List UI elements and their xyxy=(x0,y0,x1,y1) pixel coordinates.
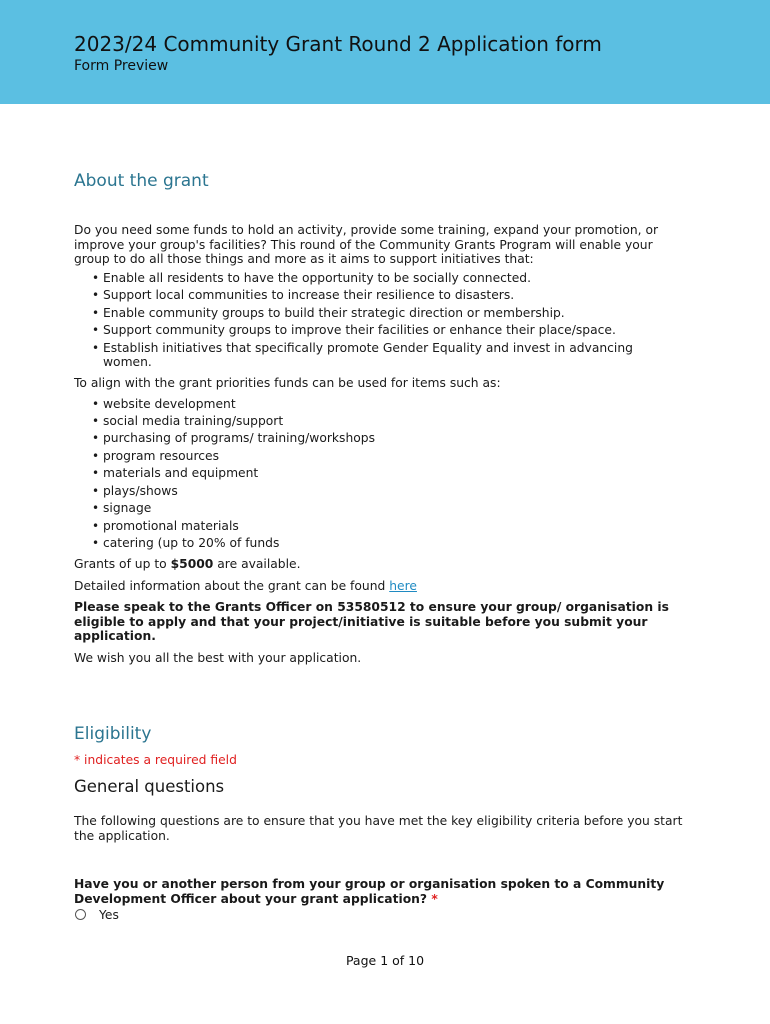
detail-text xyxy=(74,579,684,594)
grants-prefix: Grants of up to xyxy=(74,556,171,571)
items-intro: To align with the grant priorities funds can be used for items such as: xyxy=(74,375,501,390)
form-subtitle: Form Preview xyxy=(74,58,169,74)
list-item: • social media training/support xyxy=(92,414,684,429)
radio-option-yes[interactable] xyxy=(74,908,684,923)
general-questions-heading: General questions xyxy=(74,777,225,797)
list-item: • purchasing of programs/ training/workshops xyxy=(92,431,684,446)
required-field-note: * indicates a required field xyxy=(74,752,237,767)
list-item: • materials and equipment xyxy=(92,466,684,481)
detail-prefix: Detailed information about the grant can be found xyxy=(74,578,390,593)
list-item: • signage xyxy=(92,501,684,516)
question-label xyxy=(74,877,684,906)
list-item: • Establish initiatives that specifically promote Gender Equality and invest in advancing women. xyxy=(92,341,684,370)
list-item: • Enable community groups to build their strategic direction or membership. xyxy=(92,306,684,321)
radio-button[interactable] xyxy=(75,909,86,920)
list-item: • Enable all residents to have the opportunity to be socially connected. xyxy=(92,271,684,286)
list-item: • catering (up to 20% of funds xyxy=(92,536,684,551)
eligibility-intro: The following questions are to ensure that you have met the key eligibility criteria before you start the application. xyxy=(74,814,683,843)
required-star: * xyxy=(431,891,438,906)
list-item: • program resources xyxy=(92,449,684,464)
about-intro: Do you need some funds to hold an activity, provide some training, expand your promotion, or improve your group's facilities? This round of the Community Grants Program will enable your group to do all those things and more as it aims to support initiatives that: xyxy=(74,223,659,267)
officer-note: Please speak to the Grants Officer on 53580512 to ensure your group/ organisation is eligible to apply and that your project/initiative is suitable before you submit your application. xyxy=(74,600,669,644)
grants-suffix: are available. xyxy=(213,556,301,571)
section-heading-eligibility: Eligibility xyxy=(74,723,152,744)
grants-amount: $5000 xyxy=(170,556,214,571)
list-item: • plays/shows xyxy=(92,484,684,499)
list-item: • Support community groups to improve their facilities or enhance their place/space. xyxy=(92,323,684,338)
section-heading-about: About the grant xyxy=(74,171,209,191)
radio-option-label: Yes xyxy=(99,907,119,922)
form-content xyxy=(74,170,684,922)
items-list xyxy=(74,397,684,551)
question-text: Have you or another person from your group or organisation spoken to a Community Development Officer about your grant application? xyxy=(74,877,665,906)
list-item: • Support local communities to increase their resilience to disasters. xyxy=(92,288,684,303)
form-title: 2023/24 Community Grant Round 2 Application form xyxy=(74,32,602,56)
list-item: • promotional materials xyxy=(92,519,684,534)
grants-amount-text xyxy=(74,557,684,572)
page-number: Page 1 of 10 xyxy=(345,953,425,968)
aims-list xyxy=(74,271,684,370)
form-header xyxy=(0,0,770,104)
detail-link[interactable]: here xyxy=(389,578,417,593)
list-item: • website development xyxy=(92,397,684,412)
wish-text: We wish you all the best with your application. xyxy=(74,650,362,665)
